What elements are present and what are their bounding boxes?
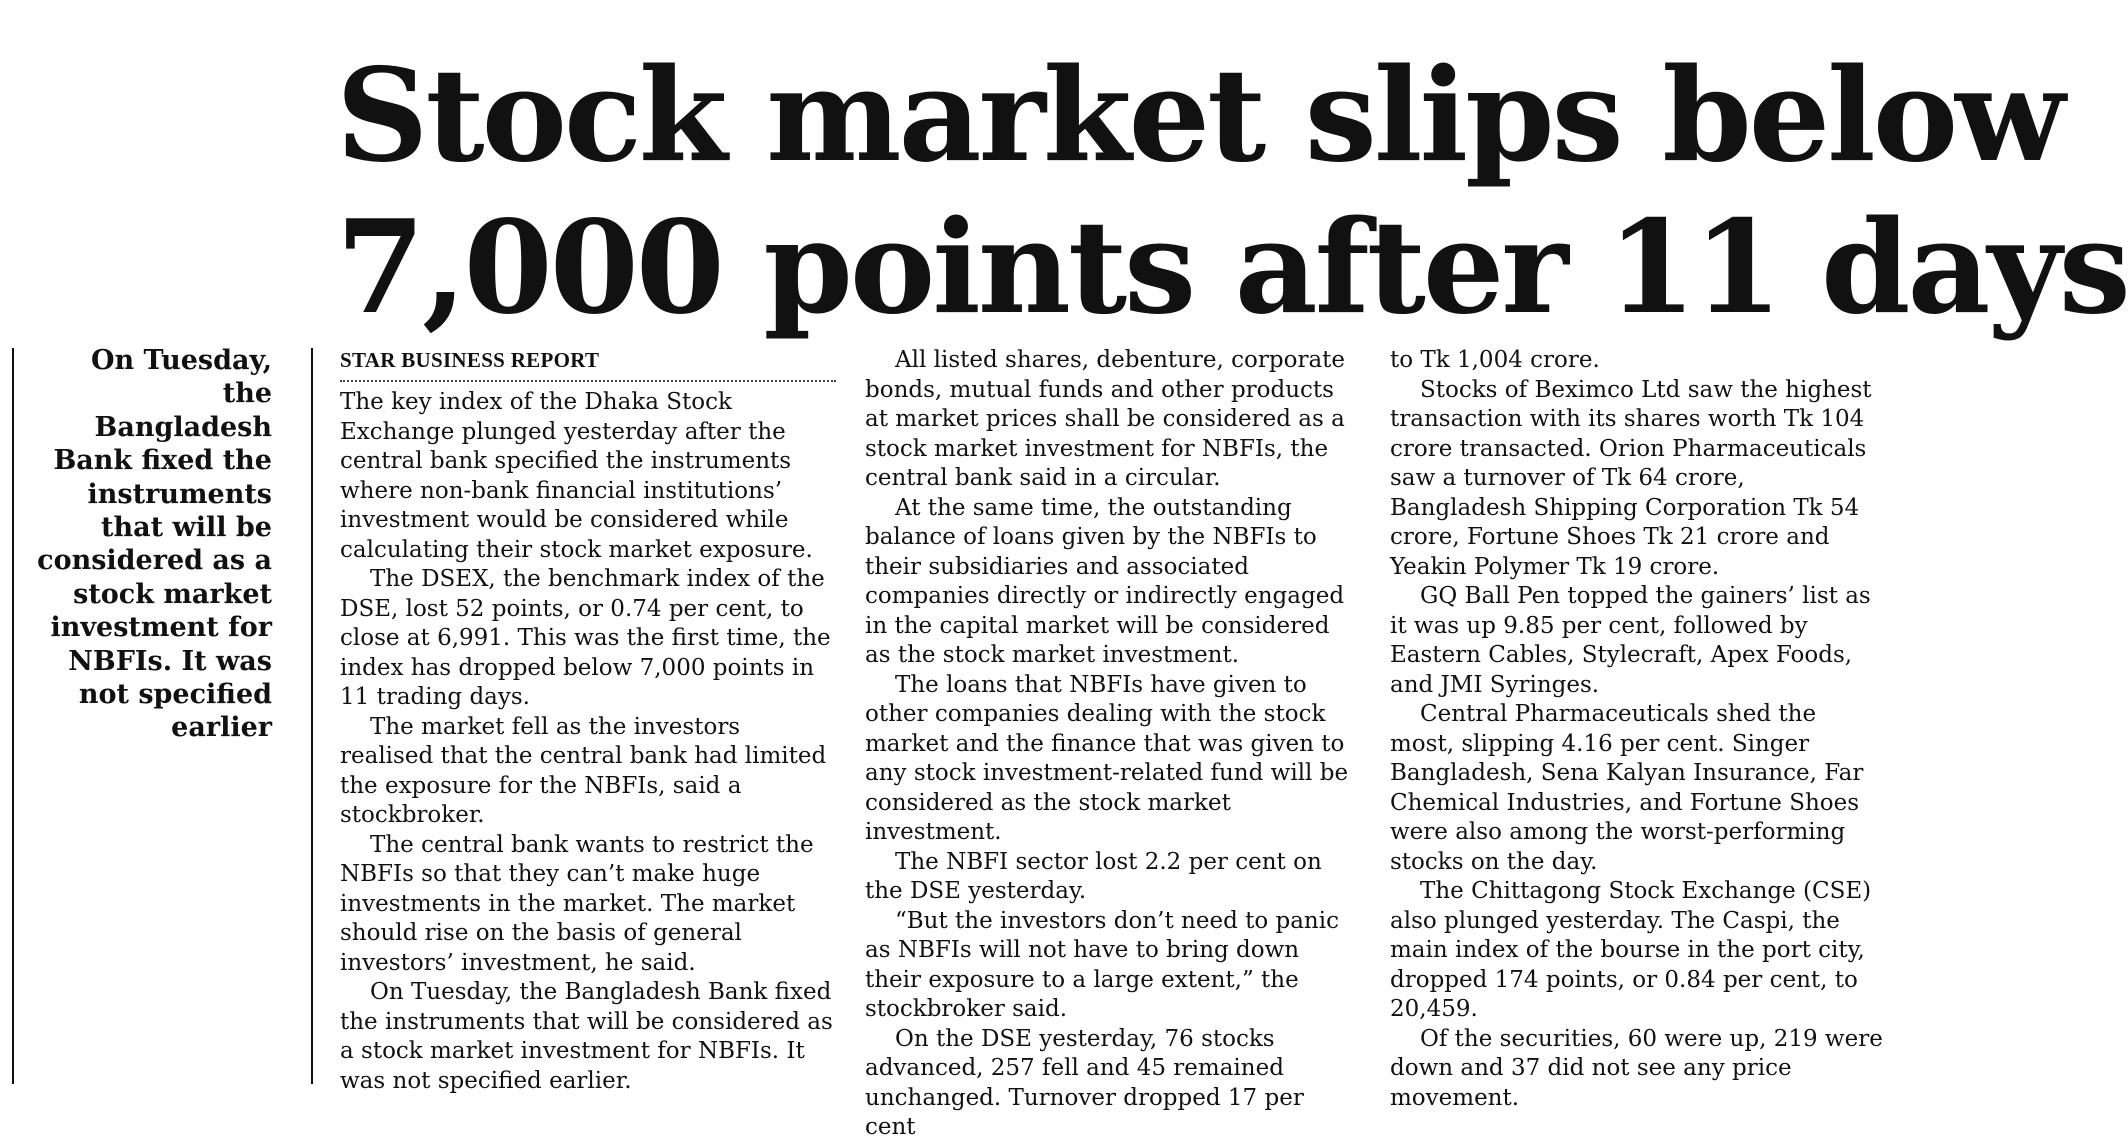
paragraph: The key index of the Dhaka Stock Exchange plunged yesterday after the central bank specified the instruments where non-bank financial institutions’ investment would be considered while calculating their stock market exposure. bbox=[340, 389, 813, 563]
paragraph: All listed shares, debenture, corporate bonds, mutual funds and other products at market prices shall be considered as a stock market investment for NBFIs, the central bank said in a circular. bbox=[865, 347, 1346, 491]
paragraph: GQ Ball Pen topped the gainers’ list as it was up 9.85 per cent, followed by Eastern Cables, Stylecraft, Apex Foods, and JMI Syringes. bbox=[1390, 583, 1871, 698]
paragraph: Of the securities, 60 were up, 219 were down and 37 did not see any price movement. bbox=[1390, 1025, 1883, 1111]
paragraph: The market fell as the investors realised that the central bank had limited the exposure for the NBFIs, said a stockbroker. bbox=[340, 713, 827, 828]
column-divider bbox=[311, 348, 313, 1084]
article-column-1 bbox=[340, 346, 836, 1096]
paragraph: The NBFI sector lost 2.2 per cent on the DSE yesterday. bbox=[865, 848, 1322, 904]
byline: STAR BUSINESS REPORT bbox=[340, 346, 836, 382]
left-rule bbox=[12, 348, 14, 1084]
article-column-3 bbox=[1390, 346, 1886, 1113]
pull-quote: On Tuesday, the Bangladesh Bank fixed the instruments that will be considered as a stock market investment for NBFIs. It was not specified earlier bbox=[37, 345, 272, 744]
headline-line-1: Stock market slips below bbox=[336, 41, 2063, 191]
paragraph: Stocks of Beximco Ltd saw the highest transaction with its shares worth Tk 104 crore transacted. Orion Pharmaceuticals saw a turnover of Tk 64 crore, Bangladesh Shipping Corporation Tk 54 crore, Fortune Shoes Tk 21 crore and Yeakin Polymer Tk 19 crore. bbox=[1390, 376, 1872, 580]
paragraph: Central Pharmaceuticals shed the most, slipping 4.16 per cent. Singer Bangladesh, Sena Kalyan Insurance, Far Chemical Industries, and Fortune Shoes were also among the worst-performing stocks on the day. bbox=[1390, 701, 1864, 875]
article-column-2 bbox=[865, 346, 1361, 1143]
paragraph-continuation: to Tk 1,004 crore. bbox=[1390, 347, 1600, 373]
headline-line-2: 7,000 points after 11 days bbox=[336, 193, 2128, 343]
paragraph: The Chittagong Stock Exchange (CSE) also plunged yesterday. The Caspi, the main index of the bourse in the port city, dropped 174 points, or 0.84 per cent, to 20,459. bbox=[1390, 878, 1872, 1022]
paragraph: The loans that NBFIs have given to other companies dealing with the stock market and the finance that was given to any stock investment-related fund will be considered as the stock market investment. bbox=[865, 671, 1349, 845]
paragraph: On Tuesday, the Bangladesh Bank fixed the instruments that will be considered as a stock market investment for NBFIs. It was not specified earlier. bbox=[340, 979, 833, 1094]
headline bbox=[336, 40, 2128, 344]
paragraph: The DSEX, the benchmark index of the DSE, lost 52 points, or 0.74 per cent, to close at 6,991. This was the first time, the index has dropped below 7,000 points in 11 trading days. bbox=[340, 566, 831, 710]
paragraph: On the DSE yesterday, 76 stocks advanced, 257 fell and 45 remained unchanged. Turnover dropped 17 per cent bbox=[865, 1025, 1304, 1140]
paragraph: “But the investors don’t need to panic as NBFIs will not have to bring down their exposure to a large extent,” the stockbroker said. bbox=[865, 907, 1339, 1022]
paragraph: At the same time, the outstanding balance of loans given by the NBFIs to their subsidiaries and associated companies directly or indirectly engaged in the capital market will be considered as the stock market investment. bbox=[865, 494, 1345, 668]
paragraph: The central bank wants to restrict the NBFIs so that they can’t make huge investments in the market. The market should rise on the basis of general investors’ investment, he said. bbox=[340, 831, 814, 976]
